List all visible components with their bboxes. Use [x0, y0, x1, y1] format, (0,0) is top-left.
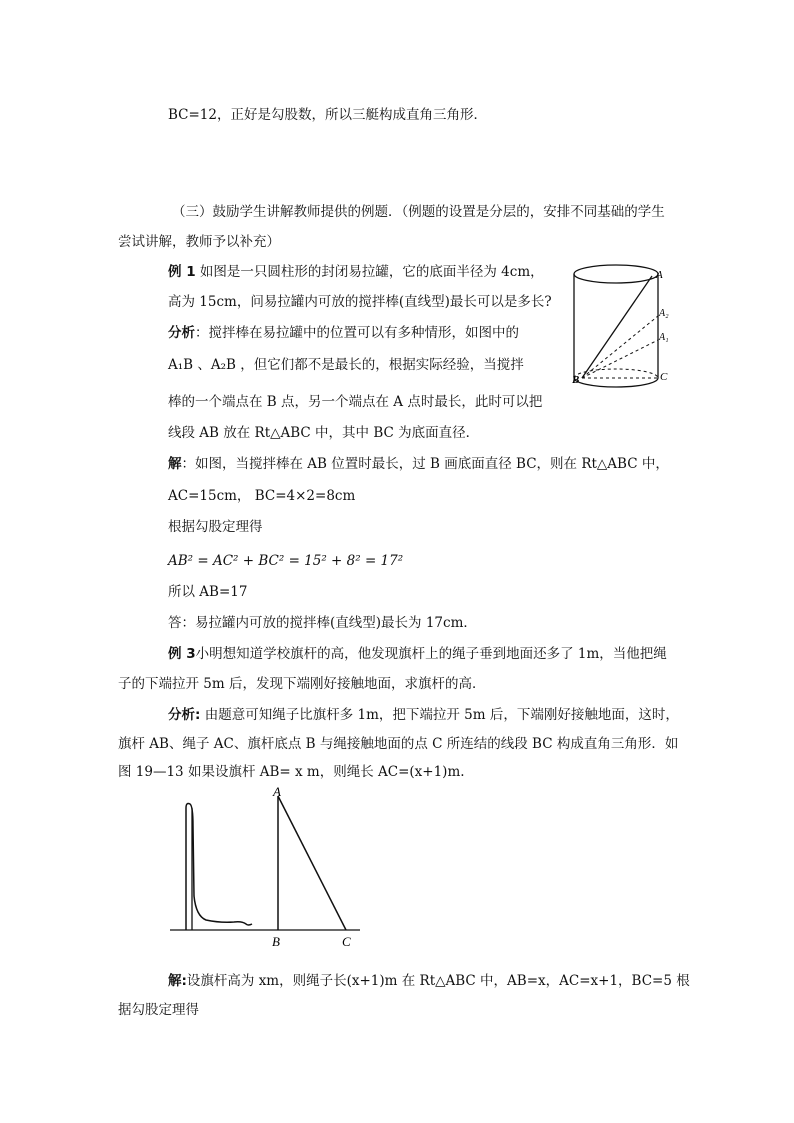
example-1-text: 例 1 如图是一只圆柱形的封闭易拉罐，它的底面半径为 4cm，	[168, 264, 544, 280]
text-line: 子的下端拉开 5m 后，发现下端刚好接触地面，求旗杆的高．	[118, 676, 486, 692]
text-line: 高为 15cm，问易拉罐内可放的搅拌棒(直线型)最长可以是多长?	[168, 294, 552, 310]
text-line: BC=12，正好是勾股数，所以三艇构成直角三角形．	[168, 107, 487, 123]
text-line: 图 19—13 如果设旗杆 AB= x m，则绳长 AC=(x+1)m.	[118, 764, 465, 780]
analysis-2-text: 分析: 由题意可知绳子比旗杆多 1m，把下端拉开 5m 后，下端刚好接触地面，这时，	[168, 707, 679, 723]
solution-text: 解：如图，当搅拌棒在 AB 位置时最长，过 B 画底面直径 BC，则在 Rt△ABC 中，	[168, 456, 669, 472]
solution-label: 解:	[168, 973, 187, 989]
label-A: A	[656, 269, 663, 281]
label-A1: A₁	[659, 332, 669, 343]
label-B: B	[272, 934, 280, 949]
cylinder-figure	[572, 258, 692, 398]
label-A: A	[273, 786, 281, 799]
formula: AB² = AC² + BC² = 15² + 8² = 17²	[168, 553, 404, 569]
example-label: 例 1	[168, 264, 196, 280]
solution-label: 解	[168, 456, 182, 472]
text-line: 根据勾股定理得	[168, 519, 263, 535]
solution-2-text: 解:设旗杆高为 xm，则绳子长(x+1)m 在 Rt△ABC 中，AB=x，AC=x+1，BC=5 根	[168, 973, 690, 989]
analysis-text: 分析：搅拌棒在易拉罐中的位置可以有多种情形，如图中的	[168, 325, 519, 341]
flagpole-figure	[160, 786, 370, 952]
example-3-text: 例 3小明想知道学校旗杆的高，他发现旗杆上的绳子垂到地面还多了 1m，当他把绳	[168, 646, 667, 662]
example-label: 例 3	[168, 646, 196, 662]
text-line: 尝试讲解，教师予以补充）	[118, 234, 280, 250]
label-A2: A₂	[659, 308, 669, 319]
analysis-label: 分析	[168, 325, 195, 341]
label-B: B	[572, 374, 580, 386]
text-line: 线段 AB 放在 Rt△ABC 中，其中 BC 为底面直径．	[168, 425, 480, 441]
text-line: 旗杆 AB、绳子 AC、旗杆底点 B 与绳接触地面的点 C 所连结的线段 BC 构成直角三角形．如	[118, 736, 679, 752]
text-line: 所以 AB=17	[168, 584, 248, 600]
text-line: AC=15cm， BC=4×2=8cm	[168, 488, 356, 504]
label-C: C	[342, 934, 351, 949]
text-line: 据勾股定理得	[118, 1002, 199, 1018]
text-line: 棒的一个端点在 B 点，另一个端点在 A 点时最长，此时可以把	[168, 394, 543, 410]
label-C: C	[660, 371, 668, 383]
section-heading: （三）鼓励学生讲解教师提供的例题．（例题的设置是分层的，安排不同基础的学生	[172, 204, 665, 220]
analysis-label: 分析:	[168, 707, 201, 723]
answer-text: 答：易拉罐内可放的搅拌棒(直线型)最长为 17cm．	[168, 615, 477, 631]
text-line: A₁B 、A₂B ，但它们都不是最长的，根据实际经验，当搅拌	[168, 357, 524, 373]
